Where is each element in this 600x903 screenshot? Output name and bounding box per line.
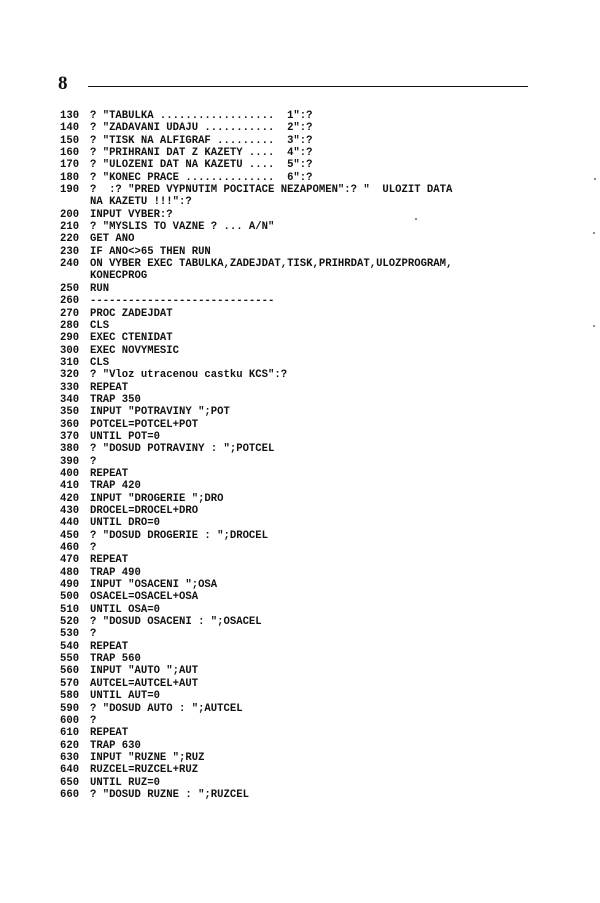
line-code: REPEAT xyxy=(90,467,129,480)
listing-line xyxy=(60,789,540,801)
line-number: 450 xyxy=(60,529,80,542)
line-code: ? "DOSUD OSACENI : ";OSACEL xyxy=(90,616,262,629)
line-code: ? "TABULKA .................. 1":? xyxy=(90,110,313,122)
listing-line xyxy=(60,135,540,147)
line-number: 460 xyxy=(60,542,80,555)
line-number: 220 xyxy=(60,233,80,246)
line-code: ? "ULOZENI DAT NA KAZETU .... 5":? xyxy=(90,159,313,172)
listing-line xyxy=(60,604,540,616)
line-number: 200 xyxy=(60,208,80,221)
line-number: 410 xyxy=(60,480,80,493)
line-number: 440 xyxy=(60,517,80,530)
line-number: 430 xyxy=(60,505,80,517)
listing-line xyxy=(60,110,540,122)
line-code: INPUT "OSACENI ";OSA xyxy=(90,579,218,592)
line-number: 390 xyxy=(60,455,80,468)
line-code: ? "PRIHRANI DAT Z KAZETY .... 4":? xyxy=(90,147,313,160)
basic-program-listing xyxy=(60,110,540,801)
scan-speck xyxy=(593,232,595,234)
listing-line xyxy=(60,616,540,628)
listing-line xyxy=(60,122,540,134)
listing-line xyxy=(60,233,540,245)
listing-line xyxy=(60,394,540,406)
line-number: 270 xyxy=(60,307,80,320)
line-number: 380 xyxy=(60,443,80,456)
line-code: OSACEL=OSACEL+OSA xyxy=(90,591,199,604)
listing-line xyxy=(60,480,540,492)
listing-line xyxy=(60,431,540,443)
listing-line xyxy=(60,703,540,715)
line-code: TRAP 490 xyxy=(90,566,141,579)
listing-line xyxy=(60,283,540,295)
line-code: TRAP 350 xyxy=(90,393,141,406)
line-number: 340 xyxy=(60,393,80,406)
listing-line xyxy=(60,308,540,320)
line-number: 190 xyxy=(60,184,80,197)
listing-line xyxy=(60,554,540,566)
line-number: 400 xyxy=(60,467,80,480)
listing-line xyxy=(60,690,540,702)
line-code: AUTCEL=AUTCEL+AUT xyxy=(90,677,199,690)
line-code: EXEC NOVYMESIC xyxy=(90,344,180,357)
listing-line xyxy=(60,382,540,394)
line-number: 490 xyxy=(60,579,80,592)
listing-line xyxy=(60,591,540,603)
line-code: KONECPROG xyxy=(90,270,148,283)
listing-line xyxy=(60,221,540,233)
line-code: ? xyxy=(90,542,97,555)
line-number: 580 xyxy=(60,690,80,703)
listing-line xyxy=(60,579,540,591)
line-number: 350 xyxy=(60,406,80,419)
line-code: REPEAT xyxy=(90,640,129,653)
listing-line xyxy=(60,653,540,665)
listing-line xyxy=(60,493,540,505)
line-code: EXEC CTENIDAT xyxy=(90,332,173,345)
line-number: 530 xyxy=(60,628,80,641)
listing-line xyxy=(60,406,540,418)
line-code: INPUT "RUZNE ";RUZ xyxy=(90,751,205,764)
line-code: UNTIL DRO=0 xyxy=(90,517,160,530)
line-number: 170 xyxy=(60,159,80,172)
line-code: ? xyxy=(90,628,97,641)
listing-line xyxy=(60,456,540,468)
line-code: ? "MYSLIS TO VAZNE ? ... A/N" xyxy=(90,221,275,234)
listing-line xyxy=(60,628,540,640)
line-code: RUZCEL=RUZCEL+RUZ xyxy=(90,764,199,777)
line-code: INPUT VYBER:? xyxy=(90,208,173,221)
listing-line xyxy=(60,641,540,653)
line-code: UNTIL RUZ=0 xyxy=(90,776,160,789)
listing-line xyxy=(60,172,540,184)
listing-line xyxy=(60,764,540,776)
line-code: ----------------------------- xyxy=(90,295,275,308)
scan-speck xyxy=(415,218,417,220)
line-number: 470 xyxy=(60,554,80,567)
line-code: REPEAT xyxy=(90,554,129,567)
listing-line xyxy=(60,740,540,752)
line-code: INPUT "AUTO ";AUT xyxy=(90,665,199,678)
page-number: 8 xyxy=(58,73,68,94)
line-code: REPEAT xyxy=(90,381,129,394)
line-number: 640 xyxy=(60,764,80,777)
line-number: 540 xyxy=(60,640,80,653)
line-code: CLS xyxy=(90,356,110,369)
line-number: 420 xyxy=(60,492,80,505)
line-number: 620 xyxy=(60,739,80,752)
line-number: 240 xyxy=(60,258,80,271)
line-number: 210 xyxy=(60,221,80,234)
listing-line xyxy=(60,332,540,344)
line-code: ? "DOSUD POTRAVINY : ";POTCEL xyxy=(90,443,275,456)
line-number: 370 xyxy=(60,430,80,443)
line-number: 360 xyxy=(60,418,80,431)
line-number: 560 xyxy=(60,665,80,678)
line-code: ON VYBER EXEC TABULKA,ZADEJDAT,TISK,PRIHRDAT,ULOZPROGRAM, xyxy=(90,258,453,271)
line-number: 140 xyxy=(60,122,80,135)
line-number: 230 xyxy=(60,245,80,258)
listing-line xyxy=(60,258,540,270)
line-code: ? "DOSUD DROGERIE : ";DROCEL xyxy=(90,529,269,542)
line-code: ? "DOSUD RUZNE : ";RUZCEL xyxy=(90,788,249,801)
listing-line xyxy=(60,209,540,221)
line-code: RUN xyxy=(90,282,110,295)
listing-line xyxy=(60,320,540,332)
line-code: CLS xyxy=(90,319,110,332)
line-code: GET ANO xyxy=(90,233,135,246)
line-code: ? "ZADAVANI UDAJU ........... 2":? xyxy=(90,122,313,135)
line-number: 300 xyxy=(60,344,80,357)
line-code: ? :? "PRED VYPNUTIM POCITACE NEZAPOMEN":? " ULOZIT DATA xyxy=(90,184,453,197)
line-number: 130 xyxy=(60,110,80,122)
listing-line xyxy=(60,443,540,455)
line-code: ? "KONEC PRACE .............. 6":? xyxy=(90,171,313,184)
line-code: IF ANO<>65 THEN RUN xyxy=(90,245,211,258)
line-number: 630 xyxy=(60,751,80,764)
line-code: INPUT "DROGERIE ";DRO xyxy=(90,492,224,505)
header-rule xyxy=(88,86,528,87)
line-number: 150 xyxy=(60,134,80,147)
line-number: 610 xyxy=(60,727,80,740)
scan-speck xyxy=(594,178,596,180)
line-number: 320 xyxy=(60,369,80,382)
line-code: UNTIL POT=0 xyxy=(90,430,160,443)
line-number: 510 xyxy=(60,603,80,616)
listing-continuation-line xyxy=(60,196,540,208)
line-number: 500 xyxy=(60,591,80,604)
line-number: 660 xyxy=(60,788,80,801)
line-number: 480 xyxy=(60,566,80,579)
line-number: 260 xyxy=(60,295,80,308)
listing-line xyxy=(60,246,540,258)
listing-line xyxy=(60,517,540,529)
listing-line xyxy=(60,345,540,357)
listing-line xyxy=(60,184,540,196)
line-code: ? "DOSUD AUTO : ";AUTCEL xyxy=(90,702,243,715)
listing-line xyxy=(60,777,540,789)
listing-line xyxy=(60,752,540,764)
line-code: TRAP 630 xyxy=(90,739,141,752)
line-code: DROCEL=DROCEL+DRO xyxy=(90,505,199,517)
line-code: ? "TISK NA ALFIGRAF ......... 3":? xyxy=(90,134,313,147)
listing-line xyxy=(60,727,540,739)
line-code: ? xyxy=(90,714,97,727)
line-number: 330 xyxy=(60,381,80,394)
listing-line xyxy=(60,369,540,381)
line-code: ? xyxy=(90,455,97,468)
line-code: ? "Vloz utracenou castku KCS":? xyxy=(90,369,288,382)
scan-speck xyxy=(593,325,595,327)
listing-line xyxy=(60,542,540,554)
line-number: 520 xyxy=(60,616,80,629)
listing-line xyxy=(60,295,540,307)
line-number: 570 xyxy=(60,677,80,690)
listing-line xyxy=(60,505,540,517)
line-number: 600 xyxy=(60,714,80,727)
listing-line xyxy=(60,715,540,727)
line-number: 280 xyxy=(60,319,80,332)
line-number: 590 xyxy=(60,702,80,715)
listing-line xyxy=(60,468,540,480)
line-number: 650 xyxy=(60,776,80,789)
listing-line xyxy=(60,530,540,542)
line-number: 180 xyxy=(60,171,80,184)
listing-line xyxy=(60,357,540,369)
line-number: 250 xyxy=(60,282,80,295)
line-code: UNTIL OSA=0 xyxy=(90,603,160,616)
line-code: POTCEL=POTCEL+POT xyxy=(90,418,199,431)
listing-line xyxy=(60,159,540,171)
line-code: PROC ZADEJDAT xyxy=(90,307,173,320)
listing-line xyxy=(60,419,540,431)
line-code: NA KAZETU !!!":? xyxy=(90,196,192,209)
listing-line xyxy=(60,147,540,159)
listing-continuation-line xyxy=(60,270,540,282)
listing-line xyxy=(60,665,540,677)
page-header xyxy=(58,73,528,96)
line-number: 290 xyxy=(60,332,80,345)
listing-line xyxy=(60,678,540,690)
listing-line xyxy=(60,567,540,579)
line-number: 310 xyxy=(60,356,80,369)
line-code: INPUT "POTRAVINY ";POT xyxy=(90,406,230,419)
line-code: REPEAT xyxy=(90,727,129,740)
line-code: UNTIL AUT=0 xyxy=(90,690,160,703)
line-number: 550 xyxy=(60,653,80,666)
line-code: TRAP 560 xyxy=(90,653,141,666)
line-code: TRAP 420 xyxy=(90,480,141,493)
line-number: 160 xyxy=(60,147,80,160)
